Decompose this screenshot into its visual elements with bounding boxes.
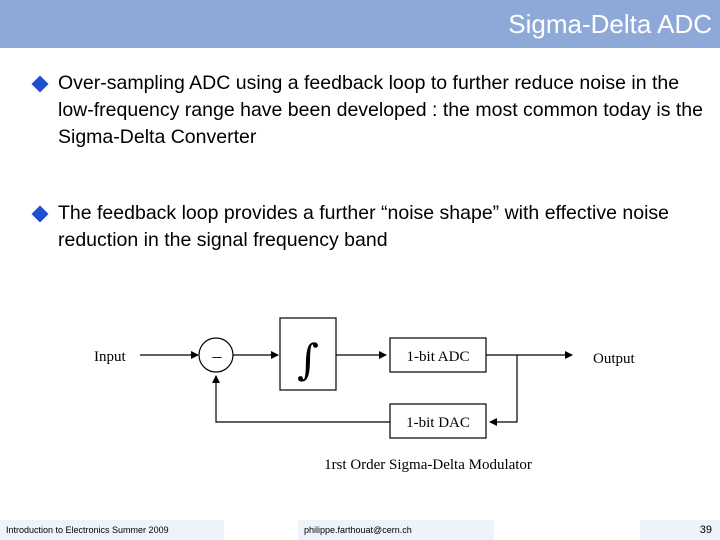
slide-title: Sigma-Delta ADC — [508, 9, 712, 39]
footer-course: Introduction to Electronics Summer 2009 — [0, 520, 224, 540]
output-label: Output — [593, 351, 635, 367]
input-label: Input — [94, 349, 126, 365]
bullet-2-text: The feedback loop provides a further “noise shape” with effective noise reduction in the signal frequency band — [58, 202, 669, 251]
diagram-caption: 1rst Order Sigma-Delta Modulator — [324, 457, 532, 473]
output-to-dac-wire — [490, 355, 517, 422]
bullet-1-text: Over-sampling ADC using a feedback loop to further reduce noise in the low-frequency range have been developed : the most common today is the Sigma-Delta Converter — [58, 72, 703, 148]
adc-label: 1-bit ADC — [406, 349, 470, 365]
dac-label: 1-bit DAC — [406, 415, 470, 431]
summer-minus-sign: – — [212, 346, 222, 366]
integral-symbol: ∫ — [297, 335, 319, 384]
page-number: 39 — [640, 520, 720, 540]
footer-email: philippe.farthouat@cern.ch — [298, 520, 494, 540]
